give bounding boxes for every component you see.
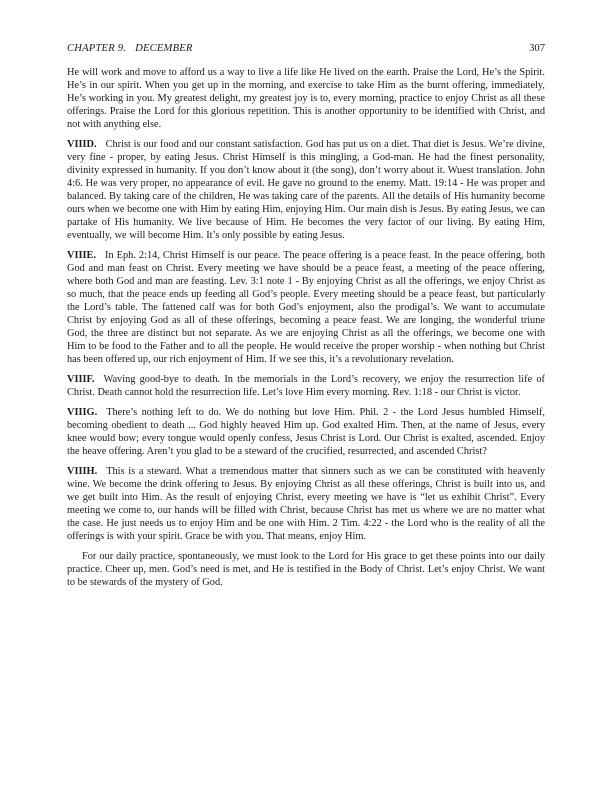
paragraph-viiie — [67, 249, 545, 366]
paragraph-viiih — [67, 465, 545, 543]
page-number: 307 — [529, 43, 545, 54]
chapter-number-label: CHAPTER 9. — [67, 43, 127, 54]
paragraph-text: There’s nothing left to do. We do nothing but love Him. Phil. 2 - the Lord Jesus humbled Himself, becoming obedient to death ... God highly heaved Him up. God exalted Him. Then, at the name of Jesus, every knee would bow; every tongue would openly confess, Jesus Christ is Lord. Our Christ is exalted, ascended. Enjoy the heave offering. Aren’t you glad to be a steward of the crucified, resurrected, and ascended Christ? — [67, 407, 545, 457]
running-chapter-title — [67, 42, 193, 55]
paragraph-label: VIIIE. — [67, 250, 97, 261]
paragraph-text: For our daily practice, spontaneously, we must look to the Lord for His grace to get these points into our daily practice. Cheer up, men. God’s need is met, and He is testified in the Body of Christ. Let’s enjoy Christ. We want to be stewards of the mystery of God. — [67, 551, 545, 588]
paragraph-continuation — [67, 66, 545, 131]
page-header — [67, 42, 545, 55]
paragraph-text: Christ is our food and our constant satisfaction. God has put us on a diet. That diet is Jesus. We’re divine, very fine - proper, by eating Jesus. Christ Himself is this mingling, a God-man. He had the finest personality, divinity expressed in humanity. If you don’t know about it (the song), don’t worry about it. Wuest translation. John 4:6. He was very proper, no appearance of evil. He gave no ground to the enemy. Matt. 19:14 - He was proper and balanced. By taking care of the children, He was taking care of the parents. All the details of His humanity become ours when we become one with Him by eating Him, enjoying Him. Our main dish is Jesus. By eating Jesus, we can partake of His humanity. We live because of Him. He becomes the very factor of our living. By eating Him, eventually, we will become Him. It’s only possible by eating Jesus. — [67, 139, 545, 241]
chapter-title-label: DECEMBER — [135, 43, 193, 54]
paragraph-viiif — [67, 373, 545, 399]
paragraph-text: Waving good-bye to death. In the memorials in the Lord’s recovery, we enjoy the resurrection life of Christ. Death cannot hold the resurrection life. Let’s love Him every morning. Rev. 1:18 - our Christ is victor. — [67, 374, 545, 398]
paragraph-text: This is a steward. What a tremendous matter that sinners such as we can be constituted with heavenly wine. We become the drink offering to Jesus. By enjoying Christ as all these offerings, Christ is built into us, and we get built into Him. As the result of enjoying Christ, every meeting we have is “let us exhibit Christ”. Every meeting we come to, our hands will be filled with Christ, because Christ has met us where we are no matter what the case. He just needs us to enjoy Him and be one with Him. 2 Tim. 4:22 - the Lord who is the reality of all the offerings is with your spirit. Grace be with you. That means, enjoy Him. — [67, 466, 545, 542]
paragraph-label: VIIIH. — [67, 466, 98, 477]
paragraph-label: VIIIF. — [67, 374, 95, 385]
paragraph-viiig — [67, 406, 545, 458]
paragraph-text: In Eph. 2:14, Christ Himself is our peace. The peace offering is a peace feast. In the peace offering, both God and man feast on Christ. Every meeting we have should be a peace feast, a meeting of the peace offering, where both God and man are feasting. Lev. 3:1 note 1 - By enjoying Christ as all the offerings, we enjoy Christ as so much, that the peace ends up feeding all God’s people. Every meeting should be a peace feast, but particularly the Lord’s table. The fattened calf was for both God’s enjoyment, also the prodigal’s. We want to accumulate Christ by enjoying God as all of these offerings, becoming a peace feast. We are longing, the wonderful triune God, the three are distinct but not separate. As we are enjoying Christ as all the offerings, we become one with Him to be food to the Father and to all the people. He would receive the proper worship - when nothing but Christ has been offered up, our rich enjoyment of Him. If we see this, it’s a revolutionary revelation. — [67, 250, 545, 365]
page-body — [67, 66, 545, 589]
paragraph-label: VIIIG. — [67, 407, 98, 418]
paragraph-label: VIIID. — [67, 139, 97, 150]
paragraph-closing — [67, 550, 545, 589]
paragraph-text: He will work and move to afford us a way to live a life like He lived on the earth. Praise the Lord, He’s the Spirit. He’s in our spirit. When you get up in the morning, and exercise to take Him as the burnt offering, immediately, He’s working in you. My greatest delight, my greatest joy is to, every morning, practice to enjoy Christ as all these offerings. Praise the Lord for this glorious repetition. This is another opportunity to be identified with Christ, and not with anything else. — [67, 67, 545, 130]
paragraph-viiid — [67, 138, 545, 242]
